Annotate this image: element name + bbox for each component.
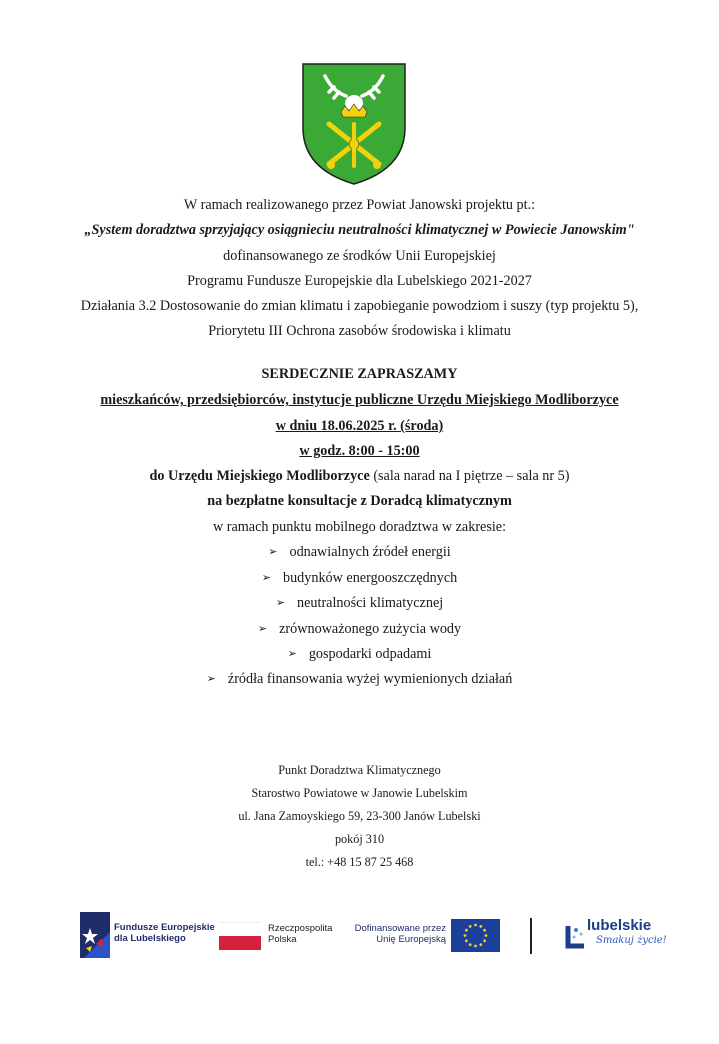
place-name: do Urzędu Miejskiego Modliborzyce [149, 468, 370, 484]
list-item: ➢ źródła finansowania wyżej wymienionych działań [206, 671, 513, 687]
invitation-date: w dniu 18.06.2025 r. (środa) [275, 418, 444, 434]
list-item: ➢ gospodarki odpadami [287, 646, 432, 662]
contact-address: ul. Jana Zamoyskiego 59, 23-300 Janów Lubelski [238, 809, 481, 823]
program-line: Programu Fundusze Europejskie dla Lubelskiego 2021-2027 [187, 273, 532, 289]
polish-flag-icon [219, 922, 261, 950]
contact-name: Punkt Doradztwa Klimatycznego [278, 763, 441, 777]
eu-logo-text: Dofinansowane przez Unię Europejską [354, 923, 446, 945]
invitation-audience: mieszkańców, przedsiębiorców, instytucje publiczne Urzędu Miejskiego Modliborzyce [100, 392, 619, 408]
funding-line: dofinansowanego ze środków Unii Europejskiej [223, 248, 496, 264]
arrow-bullet-icon: ➢ [206, 673, 216, 685]
scope-intro: w ramach punktu mobilnego doradztwa w zakresie: [212, 519, 507, 535]
project-intro: W ramach realizowanego przez Powiat Janowski projektu pt.: [183, 197, 536, 213]
contact-phone: tel.: +48 15 87 25 468 [305, 855, 414, 869]
fe-logo-text: Fundusze Europejskie dla Lubelskiego [114, 922, 215, 944]
project-title: „System doradztwa sprzyjający osiągnieciu neutralności klimatycznej w Powiecie Janowskim" [84, 222, 635, 238]
lubelskie-name: lubelskie [587, 917, 652, 934]
consultation-line: na bezpłatne konsultacje z Doradcą klimatycznym [207, 493, 512, 509]
eu-flag-icon [451, 919, 500, 952]
list-item: ➢ budynków energooszczędnych [261, 570, 458, 586]
contact-room: pokój 310 [334, 832, 385, 846]
logo-divider [530, 918, 532, 954]
lubelskie-mark-icon [562, 922, 588, 950]
invitation-heading: SERDECZNIE ZAPRASZAMY [261, 366, 458, 382]
arrow-bullet-icon: ➢ [268, 546, 278, 558]
priority-line: Priorytetu III Ochrona zasobów środowiska i klimatu [208, 323, 511, 339]
place-detail: (sala narad na I piętrze – sala nr 5) [369, 468, 570, 484]
arrow-bullet-icon: ➢ [257, 623, 268, 635]
action-line: Działania 3.2 Dostosowanie do zmian klimatu i zapobieganie powodziom i suszy (typ projektu 5), [80, 298, 639, 314]
arrow-bullet-icon: ➢ [287, 648, 297, 660]
fe-star-logo-icon [80, 912, 110, 958]
arrow-bullet-icon: ➢ [275, 597, 286, 609]
list-item: ➢ zrównoważonego zużycia wody [257, 621, 462, 637]
invitation-place [0, 468, 719, 485]
invitation-time: w godz. 8:00 - 15:00 [299, 443, 420, 459]
arrow-bullet-icon: ➢ [261, 572, 271, 584]
coat-of-arms-emblem [301, 62, 407, 186]
rp-logo-text: Rzeczpospolita Polska [268, 923, 333, 945]
contact-office: Starostwo Powiatowe w Janowie Lubelskim [251, 786, 468, 800]
list-item: ➢ odnawialnych źródeł energii [268, 544, 451, 560]
lubelskie-tagline: Smakuj życie! [596, 935, 667, 946]
list-item: ➢ neutralności klimatycznej [275, 595, 444, 611]
funding-logos-bar [0, 908, 719, 968]
